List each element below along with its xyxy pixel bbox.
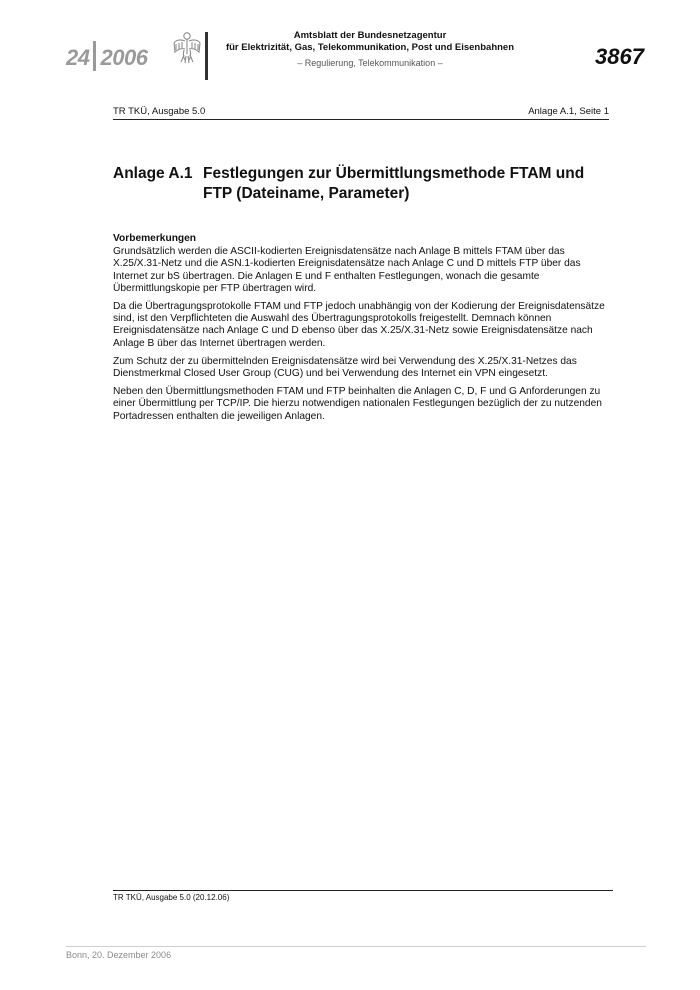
gazette-title-line2: für Elektrizität, Gas, Telekommunikation, Post und Eisenbahnen xyxy=(225,42,515,53)
place-date: Bonn, 20. Dezember 2006 xyxy=(66,950,172,960)
page-heading xyxy=(113,164,613,204)
issue-marker xyxy=(66,44,147,74)
paragraph: Grundsätzlich werden die ASCII-kodierten Ereignisdatensätze nach Anlage B mittels FTAM über das X.25/X.31-Netz und die ASN.1-kodierten Ereignisdatensätze nach Anlage C und D mittels FTP über das Internet zur bS übertragen. Die Anlagen E und F enthalten Festlegungen, wonach die gesamte Übermittlungskopie per FTP übertragen wird. xyxy=(113,246,581,294)
issue-number: 24 xyxy=(66,44,90,70)
heading-title: Festlegungen zur Übermittlungsmethode FTAM und FTP (Dateiname, Parameter) xyxy=(203,165,585,202)
gazette-subtitle: – Regulierung, Telekommunikation – xyxy=(297,58,443,68)
gazette-title xyxy=(220,30,520,54)
running-header-left: TR TKÜ, Ausgabe 5.0 xyxy=(113,106,206,117)
section-title: Vorbemerkungen xyxy=(113,233,197,244)
gazette-title-line1: Amtsblatt der Bundesnetzagentur xyxy=(293,30,447,41)
running-header-right: Anlage A.1, Seite 1 xyxy=(528,106,609,117)
document-body xyxy=(113,233,613,429)
running-header xyxy=(113,106,609,120)
document-footer: TR TKÜ, Ausgabe 5.0 (20.12.06) xyxy=(113,890,613,902)
paragraph: Da die Übertragungsprotokolle FTAM und FTP jedoch unabhängig von der Kodierung der Ereignisdatensätze sind, ist den Verpflichteten die Auswahl des Übertragungsprotokolls freigestellt. Demnach können Ereignisdatensätze nach Anlage C und D ebenso über das X.25/X.31-Netz sowie Ereignisdatensätze nach Anlage B über das Internet übertragen werden. xyxy=(113,301,605,349)
issue-separator xyxy=(93,41,96,71)
paragraph: Neben den Übermittlungsmethoden FTAM und FTP beinhalten die Anlagen C, D, F und G Anforderungen zu einer Übermittlung per TCP/IP. Die hierzu notwendigen nationalen Festlegungen bezüglich der zu nutzenden Portadressen enthalten die jeweiligen Anlagen. xyxy=(113,386,602,422)
paragraph: Zum Schutz der zu übermittelnden Ereignisdatensätze wird bei Verwendung des X.25/X.31-Netzes das Dienstmerkmal Closed User Group (CUG) und bei Verwendung des Internet ein VPN eingesetzt. xyxy=(113,355,577,380)
bottom-divider xyxy=(66,946,646,947)
federal-eagle-icon xyxy=(172,30,202,64)
page-number: 3867 xyxy=(595,44,644,69)
heading-number: Anlage A.1 xyxy=(113,165,193,182)
masthead-divider xyxy=(205,32,208,80)
issue-year: 2006 xyxy=(100,44,148,70)
